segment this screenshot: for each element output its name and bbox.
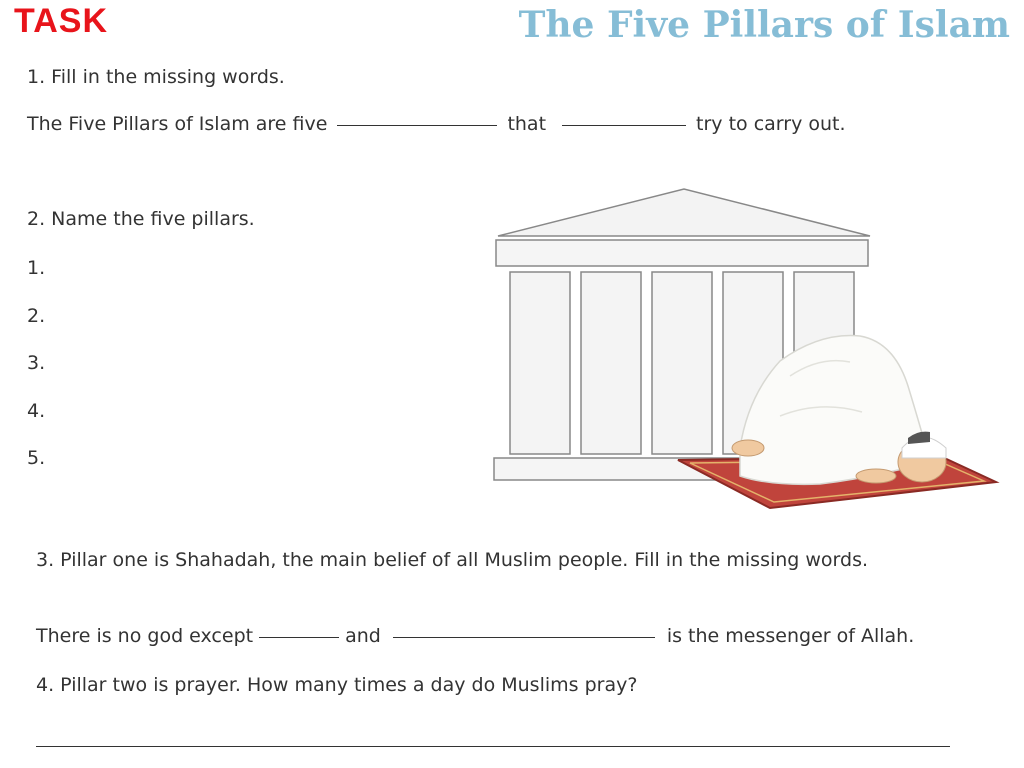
q1-sentence-start: The Five Pillars of Islam are five [27,113,328,135]
page-title: The Five Pillars of Islam [518,4,1010,46]
q2-item: 1. [27,257,46,279]
q1-sentence-mid: that [507,113,547,135]
q1-blank-1[interactable] [337,124,497,126]
q2-item: 5. [27,447,46,469]
q1-blank-2[interactable] [562,124,686,126]
task-label: TASK [14,2,109,40]
q2-item: 3. [27,352,46,374]
q2-item: 2. [27,305,46,327]
q3-prompt: 3. Pillar one is Shahadah, the main belief of all Muslim people. Fill in the missing words. [36,549,869,571]
q3-blank-2[interactable] [393,636,655,638]
q3-sentence [36,625,914,647]
q1-sentence [27,113,846,135]
q1-sentence-end: try to carry out. [696,113,846,135]
q3-sentence-start: There is no god except [36,625,254,647]
q3-sentence-mid: and [345,625,381,647]
q2-prompt: 2. Name the five pillars. [27,208,255,230]
temple-with-praying-man-icon [490,186,1002,516]
q4-answer-line[interactable] [36,746,950,747]
q1-prompt: 1. Fill in the missing words. [27,66,285,88]
q2-item: 4. [27,400,46,422]
q4-prompt: 4. Pillar two is prayer. How many times a day do Muslims pray? [36,674,638,696]
q3-blank-1[interactable] [259,636,339,638]
q3-sentence-end: is the messenger of Allah. [666,625,915,647]
